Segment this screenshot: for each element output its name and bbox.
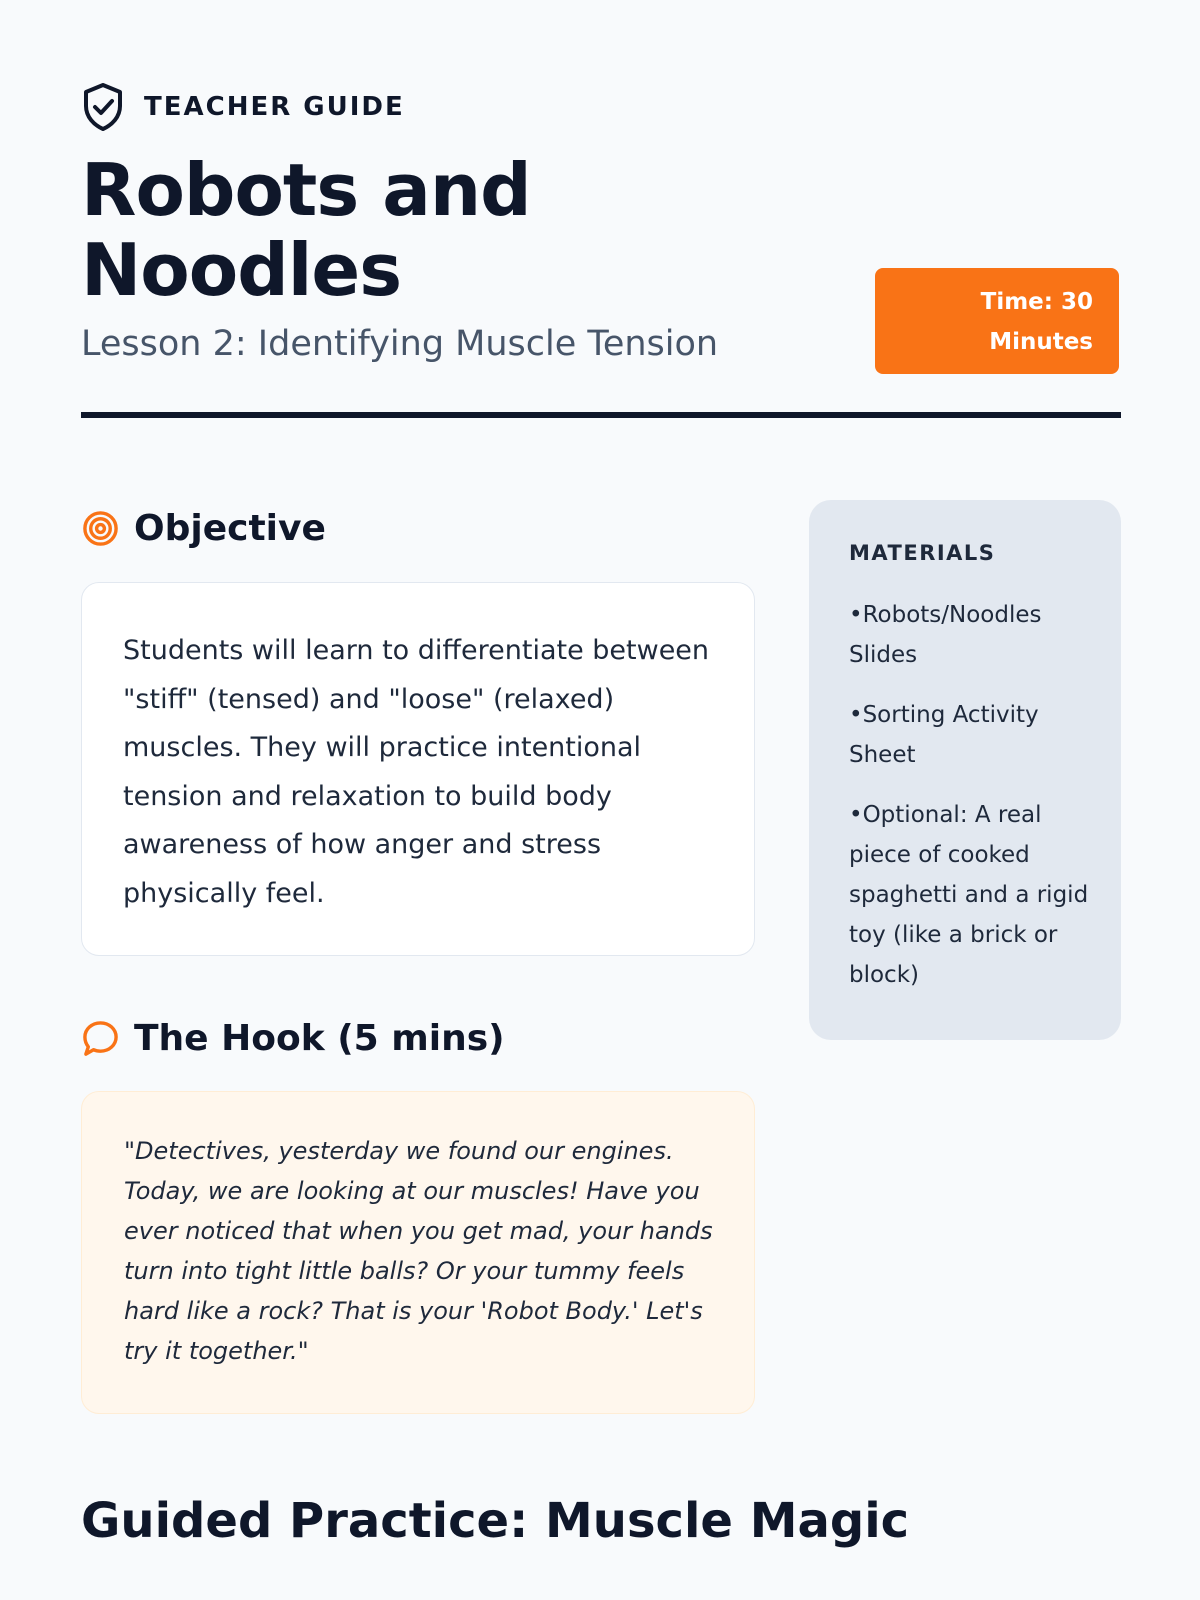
- teacher-guide-label: [81, 82, 1121, 132]
- objective-heading-text: Objective: [134, 507, 326, 549]
- guided-practice-title: Guided Practice: Muscle Magic: [81, 1493, 910, 1549]
- material-item: • Sorting Activity Sheet: [849, 695, 1093, 775]
- target-icon: [81, 509, 120, 548]
- eyebrow-text: TEACHER GUIDE: [144, 92, 405, 122]
- hook-quote-card: [81, 1091, 755, 1414]
- page-title: Robots and Noodles: [81, 148, 531, 312]
- objective-card: [81, 582, 755, 956]
- objective-text: Students will learn to differentiate between "stiff" (tensed) and "loose" (relaxed) muscles. They will practice intentional tension and relaxation to build body awareness of how anger and stress physically feel.: [123, 635, 710, 909]
- material-item: • Optional: A real piece of cooked spaghetti and a rigid toy (like a brick or block): [849, 795, 1093, 995]
- material-item: • Robots/Noodles Slides: [849, 595, 1093, 675]
- materials-list: [849, 595, 1093, 995]
- materials-panel: [809, 500, 1121, 1040]
- speech-bubble-icon: [81, 1019, 120, 1058]
- hook-quote: "Detectives, yesterday we found our engines. Today, we are looking at our muscles! Have you ever noticed that when you get mad, your hands turn into tight little balls? Or your tummy feels hard like a rock? That is your 'Robot Body.' Let's try it together.": [124, 1137, 713, 1365]
- header-divider: [81, 412, 1121, 418]
- hook-heading-text: The Hook (5 mins): [134, 1017, 505, 1059]
- hook-heading: [81, 1013, 505, 1063]
- shield-check-icon: [81, 82, 125, 132]
- materials-label: MATERIALS: [849, 541, 996, 565]
- lesson-subtitle: Lesson 2: Identifying Muscle Tension: [81, 324, 719, 364]
- objective-heading: [81, 503, 326, 553]
- lesson-header: [81, 82, 1121, 364]
- time-badge: Time: 30 Minutes: [875, 268, 1119, 374]
